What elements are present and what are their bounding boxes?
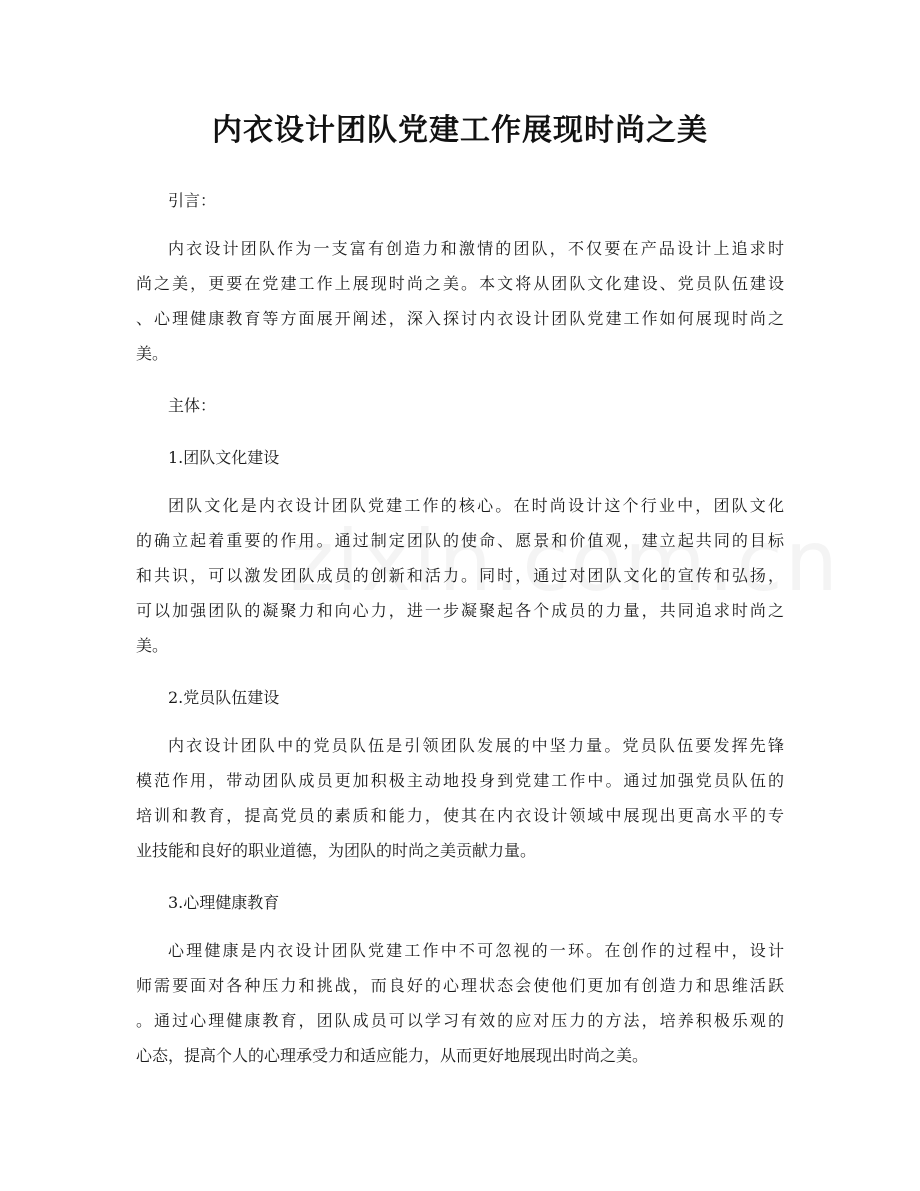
intro-heading: 引言： [168,191,217,210]
section-heading: 3.心理健康教育 [168,893,280,912]
section-line: 心理健康是内衣设计团队党建工作中不可忽视的一环。在创作的过程中，设计 [168,941,784,960]
section-line: 模范作用，带动团队成员更加积极主动地投身到党建工作中。通过加强党员队伍的 [136,771,784,790]
section-line: 团队文化是内衣设计团队党建工作的核心。在时尚设计这个行业中，团队文化 [168,496,784,515]
section-line: 可以加强团队的凝聚力和向心力，进一步凝聚起各个成员的力量，共同追求时尚之 [136,601,784,620]
section-line: 的确立起着重要的作用。通过制定团队的使命、愿景和价值观，建立起共同的目标 [136,531,784,550]
section-line: 和共识，可以激发团队成员的创新和活力。同时，通过对团队文化的宣传和弘扬， [136,566,784,585]
intro-line: 尚之美，更要在党建工作上展现时尚之美。本文将从团队文化建设、党员队伍建设 [136,274,784,293]
section-line: 培训和教育，提高党员的素质和能力，使其在内衣设计领域中展现出更高水平的专 [136,806,784,825]
intro-line: 内衣设计团队作为一支富有创造力和激情的团队，不仅要在产品设计上追求时 [168,239,784,258]
section-heading: 2.党员队伍建设 [168,688,280,707]
body-heading: 主体： [168,396,217,415]
page-title: 内衣设计团队党建工作展现时尚之美 [212,113,708,148]
section-line: 。通过心理健康教育，团队成员可以学习有效的应对压力的方法，培养积极乐观的 [136,1011,784,1030]
intro-line: 、心理健康教育等方面展开阐述，深入探讨内衣设计团队党建工作如何展现时尚之 [136,309,784,328]
intro-line: 美。 [136,344,169,363]
section-line: 师需要面对各种压力和挑战，而良好的心理状态会使他们更加有创造力和思维活跃 [136,976,784,995]
section-line: 业技能和良好的职业道德，为团队的时尚之美贡献力量。 [136,841,537,860]
section-heading: 1.团队文化建设 [168,448,280,467]
section-line: 美。 [136,636,169,655]
watermark [290,512,840,610]
section-line: 心态，提高个人的心理承受力和适应能力，从而更好地展现出时尚之美。 [136,1046,649,1065]
section-line: 内衣设计团队中的党员队伍是引领团队发展的中坚力量。党员队伍要发挥先锋 [168,736,784,755]
